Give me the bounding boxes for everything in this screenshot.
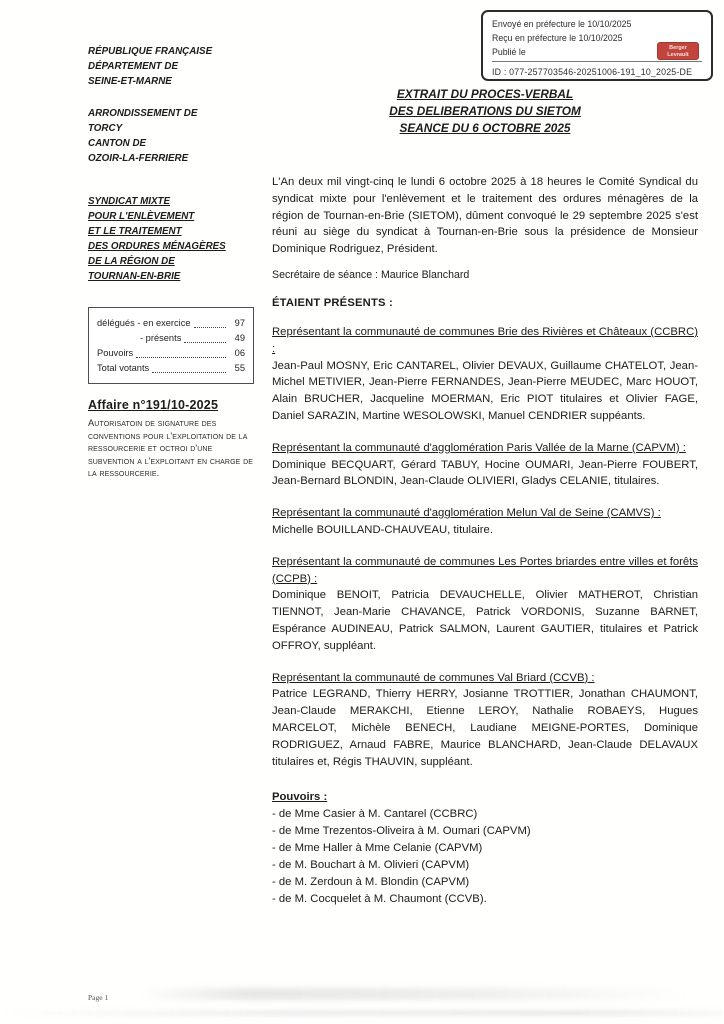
stamp-published-line: Publié le xyxy=(492,47,526,57)
syndicat-line-6: TOURNAN-EN-BRIE xyxy=(88,271,181,282)
group-ccpb-heading: Représentant la communauté de communes Les Portes briardes entre villes et forêts (CCPB) : xyxy=(272,555,698,585)
group-ccbrc-members: Jean-Paul MOSNY, Eric CANTAREL, Olivier DEVAUX, Guillaume CHATELOT, Jean-Michel METIVIER, Jean-Pierre FERNANDES, Jean-Pierre MEUDEC, Marc HOUOT, Alain BRUCHER, Jacqueline MOERMAN, Eric PIOT titulaires et Olivier FAGE, Daniel SARAZIN, Martine WESOLOWSKI, Manuel CENDRIER suppéants. xyxy=(272,359,698,422)
group-ccbrc xyxy=(272,324,698,425)
title-line-3: SEANCE DU 6 OCTOBRE 2025 xyxy=(399,121,571,135)
vote-row-presents xyxy=(97,330,245,345)
vote-row-pouvoirs xyxy=(97,345,245,360)
syndicat-line-2: POUR L'ENLÈVEMENT xyxy=(88,211,195,222)
delegues-label: délégués xyxy=(97,318,135,328)
stamp-sent-line: Envoyé en préfecture le 10/10/2025 xyxy=(492,19,632,29)
group-capvm-heading: Représentant la communauté d'agglomération Paris Vallée de la Marne (CAPVM) : xyxy=(272,441,686,454)
canton-line: CANTON DE xyxy=(88,138,147,149)
dotted-leader xyxy=(136,357,226,358)
group-ccpb xyxy=(272,554,698,655)
document-title xyxy=(272,86,698,137)
group-camvs xyxy=(272,505,698,539)
presents-heading: ÉTAIENT PRÉSENTS : xyxy=(272,296,393,309)
dotted-leader xyxy=(152,372,226,373)
en-exercice-value: 97 xyxy=(234,318,245,328)
stamp-id-line: ID : 077-257703546-20251006-191_10_2025-DE xyxy=(492,61,702,78)
dotted-leader xyxy=(194,327,226,328)
vote-row-en-exercice xyxy=(97,315,245,330)
group-camvs-members: Michelle BOUILLAND-CHAUVEAU, titulaire. xyxy=(272,523,493,536)
pouvoirs-value: 06 xyxy=(234,348,245,358)
scan-artifact xyxy=(140,988,690,1000)
syndicat-line-4: DES ORDURES MÉNAGÈRES xyxy=(88,241,226,252)
group-ccvb-members: Patrice LEGRAND, Thierry HERRY, Josianne TROTTIER, Jonathan CHAUMONT, Jean-Claude MERAKCHI, Etienne LEROY, Nathalie ROBAEYS, Hugues MARCELOT, Michèle BENECH, Laudiane MEIGNE-PORTES, Dominique RODRIGUEZ, Arnaud FABRE, Maurice BLANCHARD, Jean-Claude DELAVAUX titulaires et, Régis THAUVIN, suppléant. xyxy=(272,688,698,768)
prefecture-stamp-box xyxy=(481,10,713,81)
seine-et-marne-line: SEINE-ET-MARNE xyxy=(88,76,172,87)
pouvoirs-heading: Pouvoirs : xyxy=(272,791,328,804)
pouvoir-item: - de Mme Trezentos-Oliveira à M. Oumari (CAPVM) xyxy=(272,825,531,838)
vote-count-box xyxy=(88,307,254,384)
group-capvm xyxy=(272,440,698,490)
pouvoirs-label: Pouvoirs xyxy=(97,348,134,358)
intro-paragraph: L'An deux mil vingt-cinq le lundi 6 octobre 2025 à 18 heures le Comité Syndical du syndicat mixte pour l'enlèvement et le traitement des ordures ménagères de la région de Tournan-en-Brie (SIETOM), dûment convoqué le 29 septembre 2025 s'est réuni au siège du syndicat à Tournan-en-Brie sous la présidence de Monsieur Dominique Rodriguez, Président. xyxy=(272,176,698,256)
pouvoirs-section xyxy=(272,789,698,908)
affaire-block xyxy=(88,398,253,480)
group-camvs-heading: Représentant la communauté d'agglomération Melun Val de Seine (CAMVS) : xyxy=(272,507,661,520)
affaire-description: Autorisatoin de signature des conventions pour l'exploitation de la ressourcerie et octroi d'une subvention a l'exploitant en charge de la ressourcerie. xyxy=(88,418,254,479)
scan-artifact xyxy=(0,1010,724,1016)
arrondissement-line: ARRONDISSEMENT DE xyxy=(88,108,198,119)
group-ccvb-heading: Représentant la communauté de communes Val Briard (CCVB) : xyxy=(272,671,595,684)
republic-line: RÉPUBLIQUE FRANÇAISE xyxy=(88,46,213,57)
group-capvm-members: Dominique BECQUART, Gérard TABUY, Hocine OUMARI, Jean-Pierre FOUBERT, Jean-Bernard BLONDIN, Jean-Claude OLIVIERI, Gladys CELANIE, titulaires. xyxy=(272,458,698,488)
secretary-line: Secrétaire de séance : Maurice Blanchard xyxy=(272,268,470,281)
main-column xyxy=(272,86,698,908)
total-votants-value: 55 xyxy=(234,363,245,373)
departement-line: DÉPARTEMENT DE xyxy=(88,61,178,72)
pouvoir-item: - de Mme Haller à Mme Celanie (CAPVM) xyxy=(272,842,483,855)
pouvoir-item: - de Mme Casier à M. Cantarel (CCBRC) xyxy=(272,808,478,821)
affaire-title: Affaire n°191/10-2025 xyxy=(88,398,219,412)
pouvoir-item: - de M. Bouchart à M. Olivieri (CAPVM) xyxy=(272,859,470,872)
stamp-received-line: Reçu en préfecture le 10/10/2025 xyxy=(492,33,623,43)
total-votants-label: Total votants xyxy=(97,363,150,373)
page-number: Page 1 xyxy=(88,993,109,1002)
pouvoir-item: - de M. Cocquelet à M. Chaumont (CCVB). xyxy=(272,893,487,906)
title-line-1: EXTRAIT DU PROCES-VERBAL xyxy=(396,87,574,101)
ozoir-line: OZOIR-LA-FERRIERE xyxy=(88,153,189,164)
republic-header-block xyxy=(88,44,258,89)
vendor-logo-line2: Levrault xyxy=(667,52,689,58)
group-ccvb xyxy=(272,670,698,771)
title-line-2: DES DELIBERATIONS DU SIETOM xyxy=(389,104,581,118)
group-ccpb-members: Dominique BENOIT, Patricia DEVAUCHELLE, Olivier MATHEROT, Christian TIENNOT, Jean-Marie CHAVANCE, Patrick VORDONIS, Suzanne BARNET, Espérance AUDINEAU, Patrick SALMON, Laurent GAUTIER, titulaires et Patrick OFFROY, suppléant. xyxy=(272,589,698,652)
torcy-line: TORCY xyxy=(88,123,123,134)
pouvoir-item: - de M. Zerdoun à M. Blondin (CAPVM) xyxy=(272,876,470,889)
en-exercice-label: - en exercice xyxy=(137,318,191,328)
dotted-leader xyxy=(184,342,226,343)
syndicat-block xyxy=(88,194,258,284)
vote-row-total-votants xyxy=(97,360,245,375)
presents-label: - présents xyxy=(140,333,182,343)
syndicat-line-3: ET LE TRAITEMENT xyxy=(88,226,182,237)
vendor-logo-line1: Berger xyxy=(669,45,687,51)
vendor-logo-stamp xyxy=(657,42,699,60)
syndicat-line-1: SYNDICAT MIXTE xyxy=(88,196,171,207)
arrondissement-block xyxy=(88,106,258,166)
presents-value: 49 xyxy=(234,333,245,343)
syndicat-line-5: DE LA RÉGION DE xyxy=(88,256,175,267)
group-ccbrc-heading: Représentant la communauté de communes Brie des Rivières et Châteaux (CCBRC) : xyxy=(272,325,698,355)
